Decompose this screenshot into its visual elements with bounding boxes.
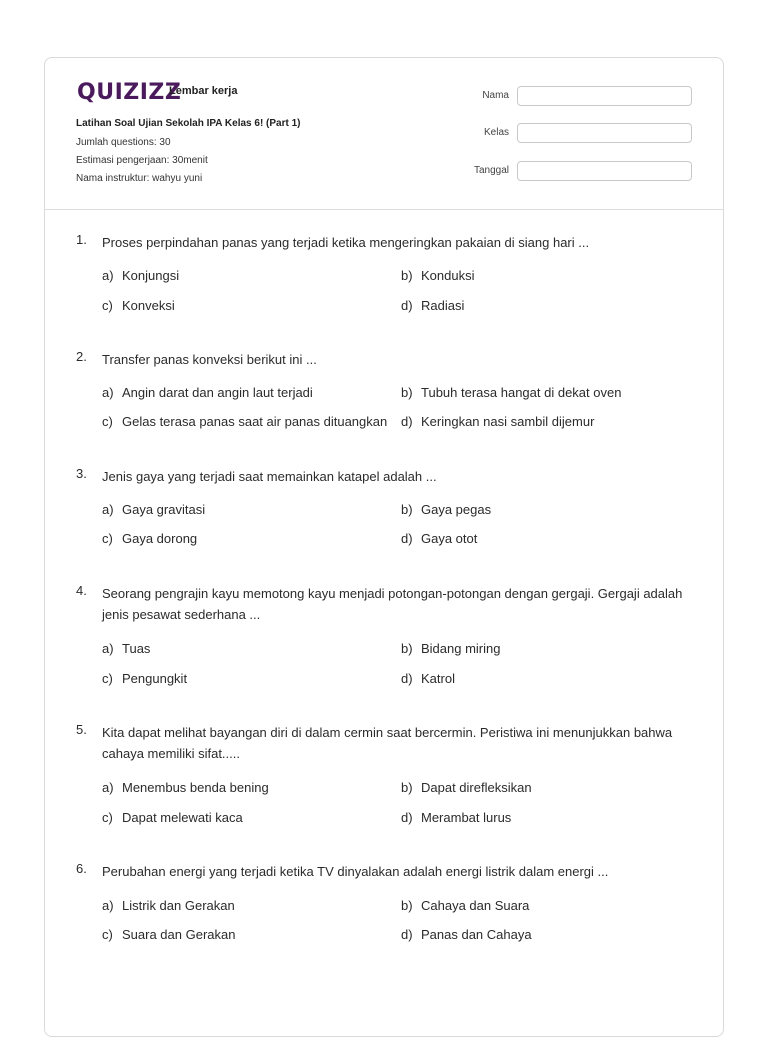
option-text: Gaya dorong	[122, 531, 198, 546]
option-letter: c)	[102, 927, 113, 942]
option-b[interactable]	[401, 385, 621, 400]
worksheet	[44, 57, 724, 1037]
question-number: 2.	[76, 349, 87, 364]
question-number: 5.	[76, 722, 87, 737]
option-c[interactable]	[102, 531, 197, 546]
instructor-name: Nama instruktur: wahyu yuni	[76, 173, 203, 184]
option-text: Katrol	[421, 671, 455, 686]
option-text: Dapat direfleksikan	[421, 780, 532, 795]
option-a[interactable]	[102, 385, 313, 400]
option-b[interactable]	[401, 268, 474, 283]
option-c[interactable]	[102, 927, 235, 942]
option-text: Radiasi	[421, 298, 465, 313]
option-letter: b)	[401, 898, 413, 913]
option-c[interactable]	[102, 298, 175, 313]
option-a[interactable]	[102, 268, 179, 283]
option-c[interactable]	[102, 671, 187, 686]
option-text: Menembus benda bening	[122, 780, 269, 795]
option-letter: a)	[102, 641, 114, 656]
option-text: Gaya otot	[421, 531, 478, 546]
option-text: Gaya pegas	[421, 502, 492, 517]
option-letter: b)	[401, 268, 413, 283]
class-field[interactable]	[517, 123, 692, 143]
question-text: Jenis gaya yang terjadi saat memainkan katapel adalah ...	[102, 469, 437, 484]
option-b[interactable]	[401, 898, 529, 913]
question-text: Seorang pengrajin kayu memotong kayu menjadi potongan-potongan dengan gergaji. Gergaji adalah jenis pesawat sederhana ...	[102, 586, 683, 622]
option-text: Gelas terasa panas saat air panas dituangkan	[122, 414, 388, 429]
option-letter: d)	[401, 927, 413, 942]
option-text: Konveksi	[122, 298, 175, 313]
question-number: 4.	[76, 583, 87, 598]
question-count: Jumlah questions: 30	[76, 137, 171, 148]
option-text: Konduksi	[421, 268, 475, 283]
option-text: Panas dan Cahaya	[421, 927, 532, 942]
option-b[interactable]	[401, 780, 532, 795]
question-number: 6.	[76, 861, 87, 876]
option-d[interactable]	[401, 927, 532, 942]
option-letter: b)	[401, 385, 413, 400]
option-d[interactable]	[401, 414, 594, 429]
option-c[interactable]	[102, 810, 243, 825]
option-text: Dapat melewati kaca	[122, 810, 243, 825]
option-letter: c)	[102, 298, 113, 313]
class-label: Kelas	[483, 127, 509, 138]
option-text: Suara dan Gerakan	[122, 927, 236, 942]
worksheet-title: Latihan Soal Ujian Sekolah IPA Kelas 6! (Part 1)	[76, 118, 301, 129]
worksheet-subtitle: Lembar kerja	[169, 85, 238, 97]
option-text: Merambat lurus	[421, 810, 512, 825]
option-text: Bidang miring	[421, 641, 501, 656]
option-letter: a)	[102, 898, 114, 913]
option-text: Angin darat dan angin laut terjadi	[122, 385, 313, 400]
option-d[interactable]	[401, 531, 477, 546]
option-letter: a)	[102, 502, 114, 517]
option-text: Gaya gravitasi	[122, 502, 206, 517]
option-letter: b)	[401, 502, 413, 517]
option-d[interactable]	[401, 298, 464, 313]
option-letter: c)	[102, 810, 113, 825]
date-label: Tanggal	[473, 165, 509, 176]
option-text: Pengungkit	[122, 671, 188, 686]
option-text: Tubuh terasa hangat di dekat oven	[421, 385, 622, 400]
date-field[interactable]	[517, 161, 692, 181]
option-letter: a)	[102, 268, 114, 283]
option-letter: c)	[102, 671, 113, 686]
option-letter: b)	[401, 641, 413, 656]
worksheet-header	[45, 58, 723, 210]
option-a[interactable]	[102, 780, 269, 795]
option-text: Listrik dan Gerakan	[122, 898, 235, 913]
option-letter: d)	[401, 810, 413, 825]
quizizz-logo: QUIZIZZ	[77, 80, 182, 105]
option-b[interactable]	[401, 641, 501, 656]
option-letter: d)	[401, 671, 413, 686]
name-label: Nama	[482, 90, 509, 101]
option-letter: a)	[102, 385, 114, 400]
option-letter: a)	[102, 780, 114, 795]
option-d[interactable]	[401, 671, 455, 686]
option-a[interactable]	[102, 641, 150, 656]
option-letter: c)	[102, 414, 113, 429]
question-text: Perubahan energi yang terjadi ketika TV dinyalakan adalah energi listrik dalam energi ...	[102, 864, 609, 879]
name-field[interactable]	[517, 86, 692, 106]
question-number: 3.	[76, 466, 87, 481]
option-text: Tuas	[122, 641, 151, 656]
question-text: Kita dapat melihat bayangan diri di dalam cermin saat bercermin. Peristiwa ini menunjukkan bahwa cahaya memiliki sifat.....	[102, 725, 673, 761]
option-letter: d)	[401, 414, 413, 429]
estimated-time: Estimasi pengerjaan: 30menit	[76, 155, 208, 166]
option-letter: d)	[401, 298, 413, 313]
option-text: Cahaya dan Suara	[421, 898, 530, 913]
option-b[interactable]	[401, 502, 491, 517]
option-a[interactable]	[102, 898, 235, 913]
option-letter: d)	[401, 531, 413, 546]
option-d[interactable]	[401, 810, 511, 825]
question-number: 1.	[76, 232, 87, 247]
option-a[interactable]	[102, 502, 205, 517]
option-letter: b)	[401, 780, 413, 795]
question-text: Transfer panas konveksi berikut ini ...	[102, 352, 317, 367]
option-text: Keringkan nasi sambil dijemur	[421, 414, 595, 429]
option-c[interactable]	[102, 414, 387, 429]
option-letter: c)	[102, 531, 113, 546]
option-text: Konjungsi	[122, 268, 180, 283]
question-text: Proses perpindahan panas yang terjadi ketika mengeringkan pakaian di siang hari ...	[102, 235, 590, 250]
